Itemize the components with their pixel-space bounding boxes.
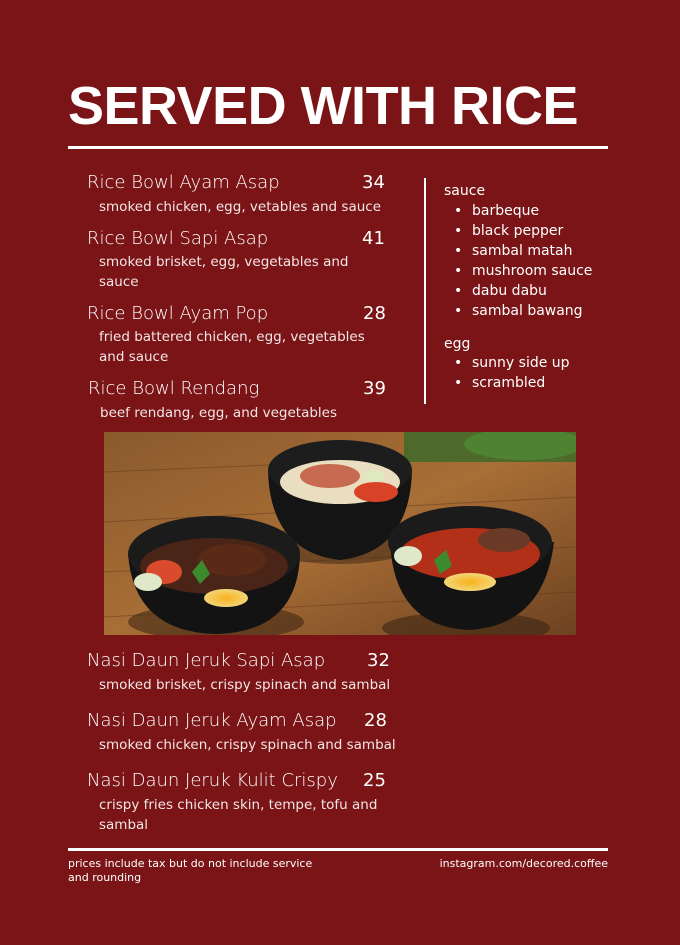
footer-note: prices include tax but do not include service and rounding: [68, 857, 313, 884]
item-description: smoked chicken, crispy spinach and sambal: [99, 737, 396, 753]
column-divider: [424, 178, 426, 404]
sauce-heading: sauce: [444, 183, 486, 199]
item-name: Nasi Daun Jeruk Kulit Crispy: [87, 770, 338, 791]
egg-heading: egg: [444, 336, 471, 352]
item-description: crispy fries chicken skin, tempe, tofu and sambal: [99, 797, 378, 833]
instagram-handle: instagram.com/decored.coffee: [439, 857, 608, 870]
item-name: Nasi Daun Jeruk Sapi Asap: [87, 650, 326, 671]
item-price: 34: [362, 172, 385, 193]
item-name: Rice Bowl Sapi Asap: [87, 228, 269, 249]
item-price: 28: [363, 303, 386, 324]
item-description: fried battered chicken, egg, vegetables and sauce: [99, 329, 365, 365]
egg-list: [444, 353, 570, 393]
food-photo: [104, 432, 576, 635]
page-title: SERVED WITH RICE: [68, 76, 579, 136]
item-price: 32: [367, 650, 390, 671]
item-name: Nasi Daun Jeruk Ayam Asap: [87, 710, 337, 731]
item-price: 25: [363, 770, 386, 791]
item-description: smoked brisket, egg, vegetables and sauce: [99, 254, 349, 290]
title-divider: [68, 146, 608, 149]
item-price: 39: [363, 378, 386, 399]
footer-divider: [68, 848, 608, 851]
sauce-option: • mushroom sauce: [444, 261, 592, 281]
sauce-option: • black pepper: [444, 221, 592, 241]
sauce-option: • sambal matah: [444, 241, 592, 261]
egg-option: • sunny side up: [444, 353, 570, 373]
item-price: 28: [364, 710, 387, 731]
sauce-option: • barbeque: [444, 201, 592, 221]
sauce-list: [444, 201, 592, 321]
sauce-option: • sambal bawang: [444, 301, 592, 321]
item-description: smoked brisket, crispy spinach and sambal: [99, 677, 391, 693]
item-description: smoked chicken, egg, vetables and sauce: [99, 199, 381, 215]
item-name: Rice Bowl Rendang: [88, 378, 260, 399]
item-name: Rice Bowl Ayam Asap: [87, 172, 280, 193]
item-description: beef rendang, egg, and vegetables: [100, 405, 338, 421]
item-price: 41: [362, 228, 385, 249]
sauce-option: • dabu dabu: [444, 281, 592, 301]
egg-option: • scrambled: [444, 373, 570, 393]
item-name: Rice Bowl Ayam Pop: [87, 303, 269, 324]
